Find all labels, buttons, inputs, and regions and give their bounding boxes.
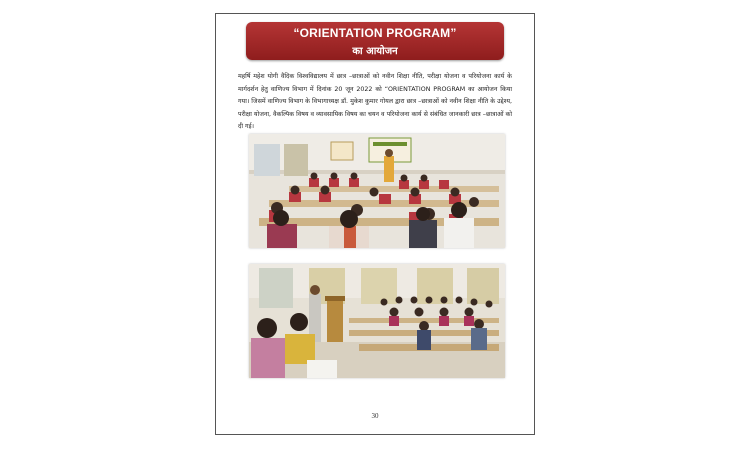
photo-speaker-image	[249, 264, 505, 378]
page-number: 30	[371, 412, 379, 420]
title-banner	[246, 22, 504, 60]
banner-subtitle: का आयोजन	[352, 46, 398, 57]
body-paragraph: महर्षि महेश योगी वैदिक विश्वविद्यालय में छात्र –छात्राओं को नवीन शिक्षा नीति, परीक्षा योजना व परियोजना कार्य के मार्गदर्शन हेतु वाणिज्य विभाग में दिनांक 20 जून 2022 को “ORIENTATION PROGRAM का आयोजन किया गया। जिसमें वाणिज्य विभाग के विभागाध्यक्ष डॉ. मुकेश कुमार गोयल द्वारा छात्र –छात्राओं को नवीन शिक्षा नीति के उद्देश्य, परीक्षा योजना, वैकल्पिक विषय व व्यावसायिक विषय का चयन व परियोजना कार्य से संबंधित जानकारी छात्र –छात्राओं को दी गई।	[238, 73, 512, 131]
banner-title: “ORIENTATION PROGRAM”	[293, 26, 457, 40]
photo-classroom	[249, 134, 505, 248]
photo-classroom-image	[249, 134, 505, 248]
photo-speaker	[249, 264, 505, 378]
document-page	[215, 13, 535, 435]
